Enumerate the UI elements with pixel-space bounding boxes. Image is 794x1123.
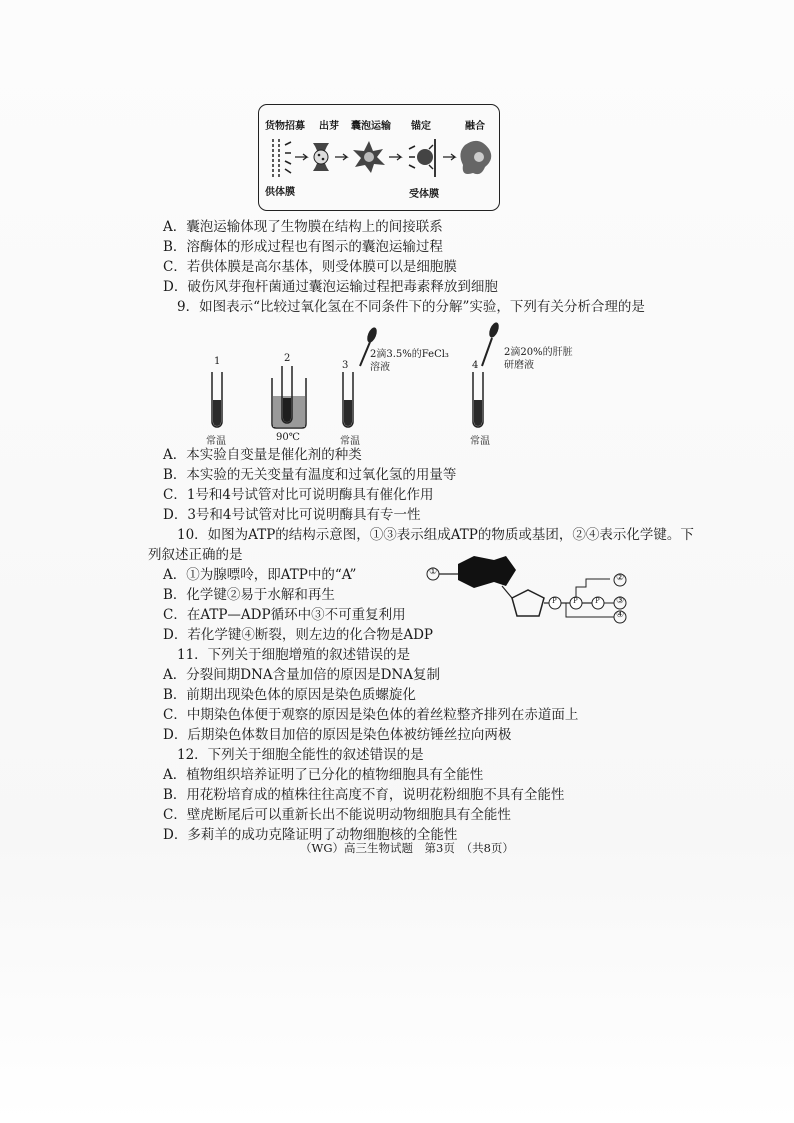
q12-stem: 12．下列关于细胞全能性的叙述错误的是 xyxy=(177,747,424,763)
tube-condition-4: 常温 xyxy=(470,436,490,447)
atp-label-3: ③ xyxy=(616,596,625,606)
q11-stem: 11．下列关于细胞增殖的叙述错误的是 xyxy=(177,647,411,663)
step-label-tethering: 锚定 xyxy=(411,121,431,132)
step-label-transport: 囊泡运输 xyxy=(351,121,391,132)
atp-label-4: ④ xyxy=(616,610,625,620)
q11-option-d: D．后期染色体数目加倍的原因是染色体被纺锤丝拉向两极 xyxy=(163,727,512,743)
q11-option-a: A．分裂间期DNA含量加倍的原因是DNA复制 xyxy=(163,667,441,683)
q11-option-c: C．中期染色体便于观察的原因是染色体的着丝粒整齐排列在赤道面上 xyxy=(163,707,579,723)
dropper-4-line2: 研磨液 xyxy=(504,360,534,371)
q9-option-a: A．本实验自变量是催化剂的种类 xyxy=(163,447,362,463)
tube-condition-3: 常温 xyxy=(340,436,360,447)
q12-option-b: B．用花粉培育成的植株往往高度不育，说明花粉细胞不具有全能性 xyxy=(163,787,565,803)
page-footer: （WG）高三生物试题 第3页 （共8页） xyxy=(300,841,514,855)
q10-stem-line1: 10．如图为ATP的结构示意图，①③表示组成ATP的物质或基团，②④表示化学键。下 xyxy=(177,527,694,543)
q8-option-b: B．溶酶体的形成过程也有图示的囊泡运输过程 xyxy=(163,239,443,255)
q10-option-a: A．①为腺嘌呤，即ATP中的“A” xyxy=(163,567,357,583)
q9-stem: 9．如图表示“比较过氧化氢在不同条件下的分解”实验，下列有关分析合理的是 xyxy=(177,299,645,315)
dropper-3-line2: 溶液 xyxy=(370,362,390,373)
step-label-cargo: 货物招募 xyxy=(265,121,305,132)
tube-number-3: 3 xyxy=(342,360,349,371)
q8-option-d: D．破伤风芽孢杆菌通过囊泡运输过程把毒素释放到细胞 xyxy=(163,279,498,295)
dropper-4-line1: 2滴20%的肝脏 xyxy=(504,347,573,358)
tube-number-1: 1 xyxy=(214,356,221,367)
q8-option-a: A．囊泡运输体现了生物膜在结构上的间接联系 xyxy=(163,219,443,235)
q10-option-c: C．在ATP—ADP循环中③不可重复利用 xyxy=(163,607,406,623)
q12-option-a: A．植物组织培养证明了已分化的植物细胞具有全能性 xyxy=(163,767,484,783)
acceptor-membrane-label: 受体膜 xyxy=(409,189,439,200)
donor-membrane-label: 供体膜 xyxy=(265,187,295,198)
tube-condition-1: 常温 xyxy=(206,436,226,447)
ribose-shape xyxy=(512,590,544,616)
q12-option-c: C．壁虎断尾后可以重新长出不能说明动物细胞具有全能性 xyxy=(163,807,511,823)
q12-option-d: D．多莉羊的成功克隆证明了动物细胞核的全能性 xyxy=(163,827,458,843)
atp-label-2: ② xyxy=(616,573,625,583)
q9-option-c: C．1号和4号试管对比可说明酶具有催化作用 xyxy=(163,487,434,503)
q8-option-c: C．若供体膜是高尔基体，则受体膜可以是细胞膜 xyxy=(163,259,457,275)
adenine-shape xyxy=(458,556,516,588)
q9-option-b: B．本实验的无关变量有温度和过氧化氢的用量等 xyxy=(163,467,457,483)
q11-option-b: B．前期出现染色体的原因是染色质螺旋化 xyxy=(163,687,416,703)
q10-option-b: B．化学键②易于水解和再生 xyxy=(163,587,335,603)
step-label-budding: 出芽 xyxy=(319,121,339,132)
q9-option-d: D．3号和4号试管对比可说明酶具有专一性 xyxy=(163,507,421,523)
phosphate-2-label: P xyxy=(573,597,578,605)
step-label-fusion: 融合 xyxy=(465,121,485,132)
tube-number-4: 4 xyxy=(472,360,479,371)
atp-label-1: ① xyxy=(429,567,438,577)
q10-stem-line2: 列叙述正确的是 xyxy=(148,547,243,563)
dropper-3-line1: 2滴3.5%的FeCl₃ xyxy=(370,349,449,360)
tube-number-2: 2 xyxy=(284,353,291,364)
phosphate-3-label: P xyxy=(595,597,600,605)
q10-option-d: D．若化学键④断裂，则左边的化合物是ADP xyxy=(163,627,433,643)
phosphate-1-label: P xyxy=(552,597,557,605)
tube-condition-2: 90℃ xyxy=(276,432,300,443)
